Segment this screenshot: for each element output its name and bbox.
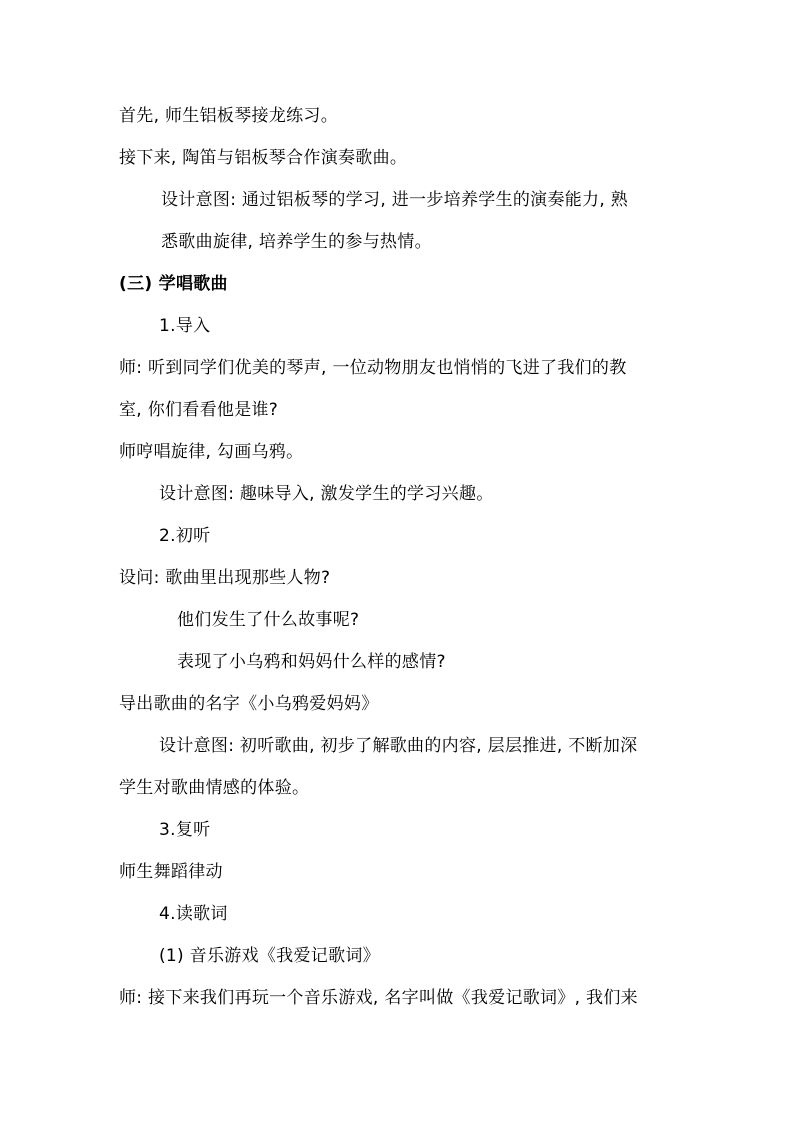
question-line: 表现了小乌鸦和妈妈什么样的感情?: [177, 652, 446, 672]
paragraph-line: 师生舞蹈律动: [119, 862, 223, 882]
subsection-heading: 3.复听: [159, 820, 211, 840]
paragraph-line: 接下来, 陶笛与铝板琴合作演奏歌曲。: [119, 148, 408, 168]
paragraph-line: 导出歌曲的名字《小乌鸦爱妈妈》: [119, 694, 379, 714]
item-heading: (1) 音乐游戏《我爱记歌词》: [159, 946, 380, 966]
design-intent-line: 设计意图: 趣味导入, 激发学生的学习兴趣。: [159, 484, 494, 504]
design-intent-line: 设计意图: 通过铝板琴的学习, 进一步培养学生的演奏能力, 熟: [161, 190, 629, 210]
paragraph-line: 首先, 师生铝板琴接龙练习。: [119, 106, 339, 126]
subsection-heading: 4.读歌词: [159, 904, 228, 924]
design-intent-line: 悉歌曲旋律, 培养学生的参与热情。: [161, 232, 432, 252]
paragraph-line: 学生对歌曲情感的体验。: [119, 778, 310, 798]
paragraph-line: 室, 你们看看他是谁?: [119, 400, 279, 420]
paragraph-line: 设问: 歌曲里出现那些人物?: [119, 568, 331, 588]
paragraph-line: 师哼唱旋律, 勾画乌鸦。: [119, 442, 304, 462]
subsection-heading: 2.初听: [159, 526, 211, 546]
paragraph-line: 师: 听到同学们优美的琴声, 一位动物朋友也悄悄的飞进了我们的教: [119, 358, 627, 378]
paragraph-line: 师: 接下来我们再玩一个音乐游戏, 名字叫做《我爱记歌词》, 我们来: [119, 988, 638, 1008]
subsection-heading: 1.导入: [159, 316, 211, 336]
section-heading: (三) 学唱歌曲: [119, 274, 228, 294]
design-intent-line: 设计意图: 初听歌曲, 初步了解歌曲的内容, 层层推进, 不断加深: [159, 736, 638, 756]
question-line: 他们发生了什么故事呢?: [177, 610, 360, 630]
